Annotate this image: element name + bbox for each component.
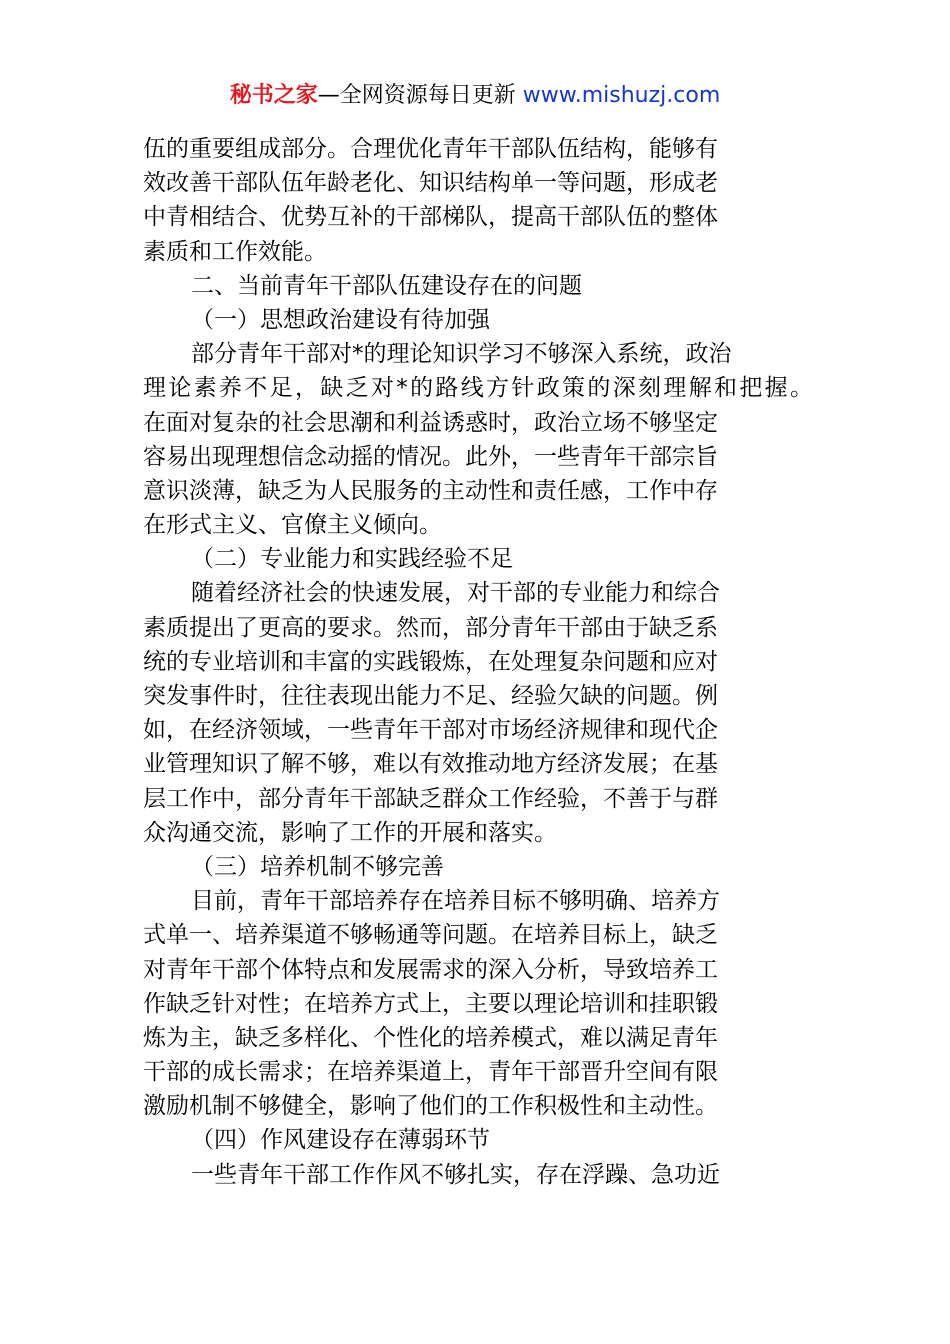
text-line: 在面对复杂的社会思潮和利益诱惑时，政治立场不够坚定	[143, 409, 718, 436]
text-line: 层工作中，部分青年干部缺乏群众工作经验，不善于与群	[143, 785, 718, 812]
text-line: 理论素养不足，缺乏对*的路线方针政策的深刻理解和把握。	[143, 375, 816, 402]
text-line: 目前，青年干部培养存在培养目标不够明确、培养方	[191, 888, 720, 915]
text-line: 一些青年干部工作作风不够扎实，存在浮躁、急功近	[191, 1161, 720, 1188]
text-line: 作缺乏针对性；在培养方式上，主要以理论培训和挂职锻	[143, 990, 718, 1017]
text-line: 如，在经济领域，一些青年干部对市场经济规律和现代企	[143, 717, 718, 744]
text-line: 业管理知识了解不够，难以有效推动地方经济发展；在基	[143, 751, 718, 778]
text-line: （三）培养机制不够完善	[191, 853, 444, 880]
header-tagline: —全网资源每日更新	[317, 83, 516, 108]
site-url: www.mishuzj.com	[522, 83, 721, 108]
page-header	[0, 80, 950, 112]
text-line: 部分青年干部对*的理论知识学习不够深入系统，政治	[191, 341, 732, 368]
text-line: （二）专业能力和实践经验不足	[191, 546, 513, 573]
text-line: 式单一、培养渠道不够畅通等问题。在培养目标上，缺乏	[143, 922, 718, 949]
text-line: 炼为主，缺乏多样化、个性化的培养模式，难以满足青年	[143, 1024, 718, 1051]
text-line: 对青年干部个体特点和发展需求的深入分析，导致培养工	[143, 956, 718, 983]
text-line: 素质和工作效能。	[143, 238, 327, 265]
text-line: 在形式主义、官僚主义倾向。	[143, 512, 442, 539]
text-line: 中青相结合、优势互补的干部梯队，提高干部队伍的整体	[143, 204, 718, 231]
text-line: 激励机制不够健全，影响了他们的工作积极性和主动性。	[143, 1093, 718, 1120]
text-line: 素质提出了更高的要求。然而，部分青年干部由于缺乏系	[143, 614, 718, 641]
text-line: 效改善干部队伍年龄老化、知识结构单一等问题，形成老	[143, 170, 718, 197]
text-line: （一）思想政治建设有待加强	[191, 306, 490, 333]
document-body	[143, 132, 816, 1192]
text-line: 伍的重要组成部分。合理优化青年干部队伍结构，能够有	[143, 136, 718, 162]
text-line: 意识淡薄，缺乏为人民服务的主动性和责任感，工作中存	[143, 477, 718, 504]
text-line: 突发事件时，往往表现出能力不足、经验欠缺的问题。例	[143, 683, 718, 709]
text-line: （四）作风建设存在薄弱环节	[191, 1127, 490, 1154]
text-line: 众沟通交流，影响了工作的开展和落实。	[143, 819, 557, 846]
text-line: 统的专业培训和丰富的实践锻炼，在处理复杂问题和应对	[143, 648, 718, 675]
text-line: 干部的成长需求；在培养渠道上，青年干部晋升空间有限	[143, 1059, 718, 1086]
text-line: 二、当前青年干部队伍建设存在的问题	[191, 272, 582, 299]
text-line: 随着经济社会的快速发展，对干部的专业能力和综合	[191, 580, 720, 607]
brand-name: 秘书之家	[229, 83, 318, 108]
text-line: 容易出现理想信念动摇的情况。此外，一些青年干部宗旨	[143, 443, 718, 470]
